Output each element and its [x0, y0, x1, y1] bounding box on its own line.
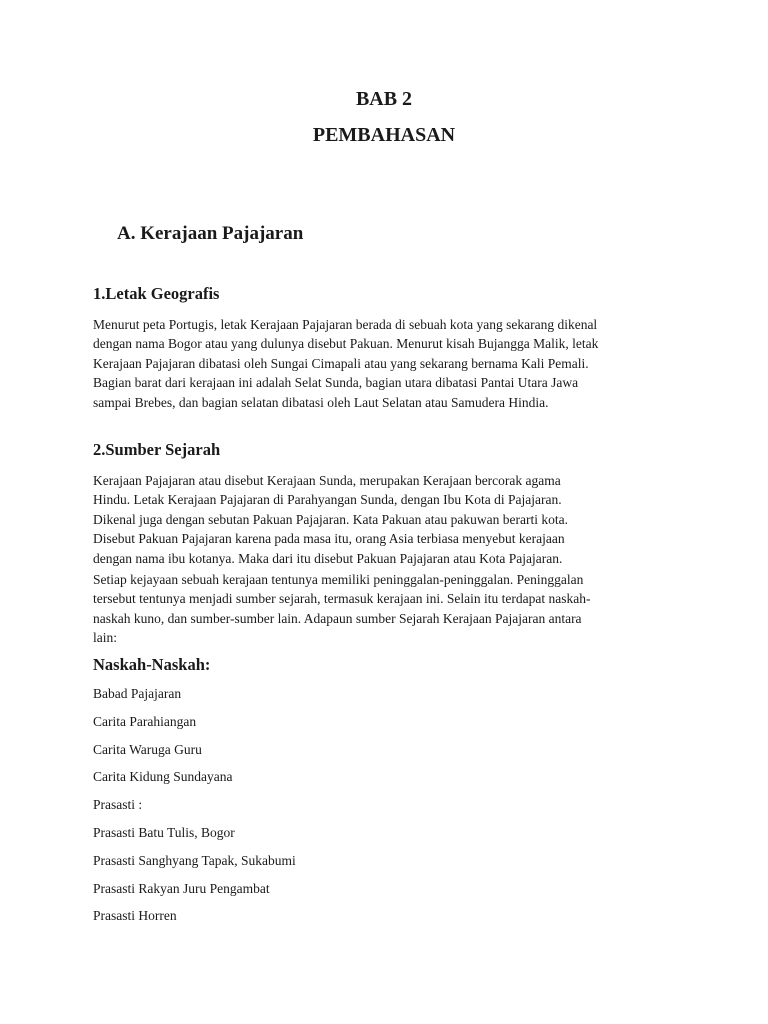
section-heading: A. Kerajaan Pajajaran: [117, 223, 304, 244]
paragraph-line: sampai Brebes, dan bagian selatan dibatasi oleh Laut Selatan atau Samudera Hindia.: [93, 394, 549, 410]
paragraph-line: Kerajaan Pajajaran atau disebut Kerajaan Sunda, merupakan Kerajaan bercorak agama: [93, 473, 561, 488]
paragraph-line: tersebut tentunya menjadi sumber sejarah, termasuk kerajaan ini. Selain itu terdapat naskah-: [93, 591, 591, 607]
paragraph-line: Kerajaan Pajajaran dibatasi oleh Sungai Cimapali atau yang sekarang bernama Kali Pemali.: [93, 355, 589, 371]
paragraph-line: Dikenal juga dengan sebutan Pakuan Pajajaran. Kata Pakuan atau pakuwan berarti kota.: [93, 511, 568, 527]
paragraph-line: Setiap kejayaan sebuah kerajaan tentunya memiliki peninggalan-peninggalan. Peninggalan: [93, 572, 584, 587]
list-item: Prasasti :: [93, 797, 143, 813]
subsection-heading-letak-geografis: 1.Letak Geografis: [93, 284, 220, 303]
paragraph-line: Menurut peta Portugis, letak Kerajaan Pajajaran berada di sebuah kota yang sekarang dikenal: [93, 317, 598, 332]
list-item: Prasasti Horren: [93, 908, 177, 924]
paragraph-line: lain:: [93, 630, 117, 646]
paragraph-line: naskah kuno, dan sumber-sumber lain. Adapaun sumber Sejarah Kerajaan Pajajaran antara: [93, 610, 582, 626]
paragraph-sumber-sejarah-2: [93, 570, 663, 648]
chapter-number: BAB 2: [355, 88, 413, 110]
list-item: Prasasti Rakyan Juru Pengambat: [93, 880, 270, 896]
naskah-heading: Naskah-Naskah:: [93, 655, 211, 674]
list-item: Carita Parahiangan: [93, 713, 197, 729]
naskah-list: [93, 684, 296, 934]
list-item: Carita Kidung Sundayana: [93, 769, 233, 785]
chapter-title: PEMBAHASAN: [312, 124, 456, 146]
paragraph-line: Hindu. Letak Kerajaan Pajajaran di Parahyangan Sunda, dengan Ibu Kota di Pajajaran.: [93, 492, 562, 508]
list-item: Carita Waruga Guru: [93, 741, 202, 757]
paragraph-line: dengan nama ibu kotanya. Maka dari itu disebut Pakuan Pajajaran atau Kota Pajajaran.: [93, 550, 563, 566]
paragraph-letak-geografis: [93, 315, 677, 412]
list-item: Babad Pajajaran: [93, 686, 182, 701]
paragraph-sumber-sejarah-1: [93, 471, 653, 568]
list-item: Prasasti Batu Tulis, Bogor: [93, 824, 235, 840]
paragraph-line: Disebut Pakuan Pajajaran karena pada masa itu, orang Asia terbiasa menyebut kerajaan: [93, 531, 565, 547]
paragraph-line: Bagian barat dari kerajaan ini adalah Selat Sunda, bagian utara dibatasi Pantai Utara Jawa: [93, 375, 579, 391]
subsection-heading-sumber-sejarah: 2.Sumber Sejarah: [93, 440, 221, 459]
paragraph-line: dengan nama Bogor atau yang dulunya disebut Pakuan. Menurut kisah Bujangga Malik, letak: [93, 336, 599, 352]
list-item: Prasasti Sanghyang Tapak, Sukabumi: [93, 852, 296, 868]
